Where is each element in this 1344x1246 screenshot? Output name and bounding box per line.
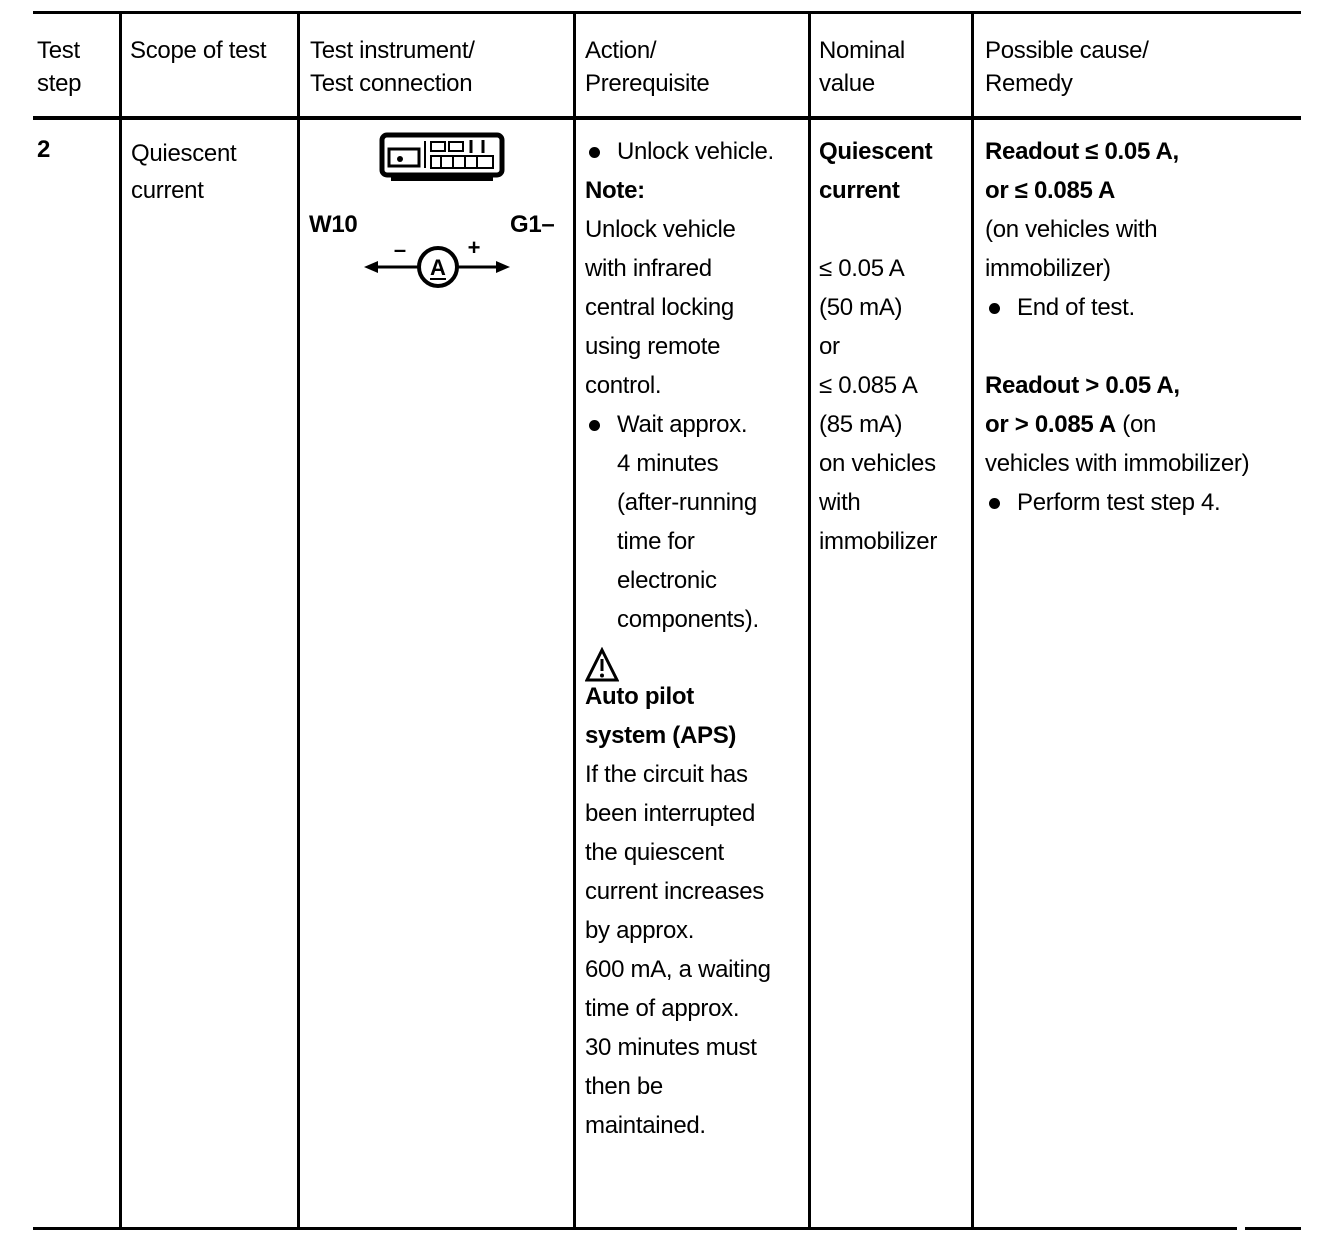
- ammeter-symbol: A: [430, 255, 446, 280]
- plus-sign: +: [467, 237, 481, 260]
- table-bottom-rule: [33, 1227, 1237, 1230]
- scope-of-test: Quiescent current: [131, 140, 237, 204]
- header-bottom-rule: [33, 116, 1301, 120]
- header-instrument: Test instrument/ Test connection: [310, 37, 475, 97]
- ammeter-connection-icon: [362, 237, 512, 295]
- column-divider-5: [971, 12, 974, 1228]
- column-divider-1: [119, 12, 122, 1228]
- column-divider-2: [297, 12, 300, 1228]
- connection-left-label: W10: [309, 211, 358, 238]
- header-scope: Scope of test: [130, 37, 267, 64]
- header-test-step: Test step: [37, 37, 82, 97]
- header-cause: Possible cause/ Remedy: [985, 37, 1149, 97]
- action-prerequisite: Unlock vehicle. Note: Unlock vehicle with infrared central locking using remote control. Wait approx. 4 minutes (after-running time for electronic components). Auto pilot system (APS) If the circuit has been interrupted the quiescent current increases by approx. 600 mA, a waiting time of approx. 30 minutes must then be maintained.: [585, 132, 813, 1145]
- header-nominal: Nominal value: [819, 37, 905, 97]
- table-bottom-rule-end: [1245, 1227, 1301, 1230]
- header-action: Action/ Prerequisite: [585, 37, 710, 97]
- table-top-rule: [33, 11, 1301, 14]
- possible-cause-remedy: Readout ≤ 0.05 A, or ≤ 0.085 A (on vehicles with immobilizer) End of test. Readout > 0.05 A, or > 0.085 A (on vehicles with immobilizer) Perform test step 4.: [985, 132, 1315, 522]
- column-divider-3: [573, 12, 576, 1228]
- nominal-value: Quiescent current ≤ 0.05 A (50 mA) or ≤ 0.085 A (85 mA) on vehicles with immobilizer: [819, 138, 938, 555]
- minus-sign: –: [393, 237, 407, 262]
- multimeter-icon: [379, 132, 505, 184]
- test-step-number: 2: [37, 136, 51, 163]
- connection-right-label: G1–: [510, 211, 555, 238]
